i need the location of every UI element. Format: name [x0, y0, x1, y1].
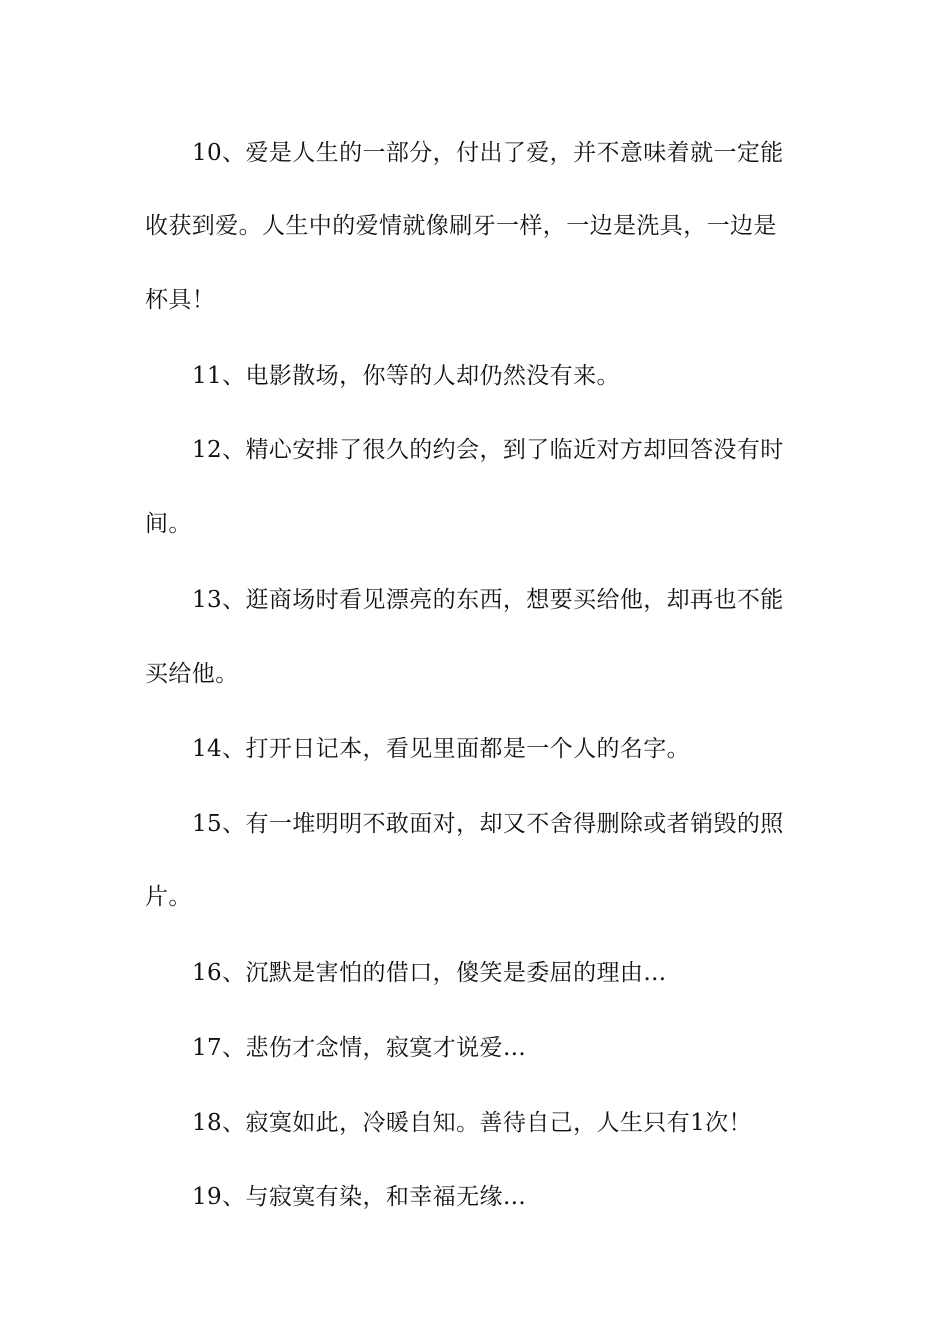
paragraph-11: 11、电影散场，你等的人却仍然没有来。	[192, 363, 620, 389]
paragraph-10-line-1: 10、爱是人生的一部分，付出了爱，并不意味着就一定能	[192, 140, 784, 166]
paragraph-17: 17、悲伤才念情，寂寞才说爱…	[192, 1035, 527, 1061]
paragraph-15-line-2: 片。	[145, 884, 192, 910]
paragraph-18: 18、寂寞如此，冷暖自知。善待自己，人生只有1次！	[192, 1110, 752, 1136]
paragraph-12-line-1: 12、精心安排了很久的约会，到了临近对方却回答没有时	[192, 437, 784, 463]
paragraph-16: 16、沉默是害怕的借口，傻笑是委屈的理由…	[192, 960, 667, 986]
paragraph-14: 14、打开日记本，看见里面都是一个人的名字。	[192, 736, 691, 762]
paragraph-15-line-1: 15、有一堆明明不敢面对，却又不舍得删除或者销毁的照	[192, 811, 784, 837]
paragraph-10-line-3: 杯具！	[145, 287, 216, 313]
paragraph-13-line-2: 买给他。	[145, 661, 239, 687]
paragraph-12-line-2: 间。	[145, 511, 192, 537]
paragraph-19: 19、与寂寞有染，和幸福无缘…	[192, 1184, 527, 1210]
paragraph-10-line-2: 收获到爱。人生中的爱情就像刷牙一样，一边是洗具，一边是	[145, 213, 777, 239]
paragraph-13-line-1: 13、逛商场时看见漂亮的东西，想要买给他，却再也不能	[192, 587, 784, 613]
